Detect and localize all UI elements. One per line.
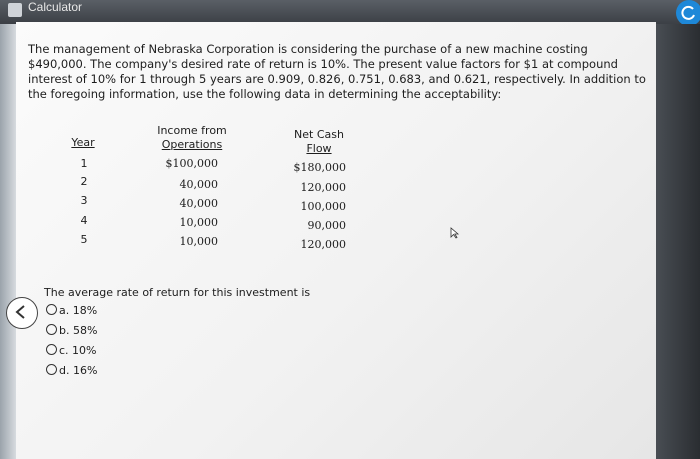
- radio-button-icon[interactable]: [46, 304, 57, 315]
- table-row-cash: 120,000: [300, 181, 346, 194]
- table-row-cash: $180,000: [293, 161, 346, 174]
- back-button[interactable]: [6, 297, 38, 329]
- radio-button-icon[interactable]: [46, 324, 57, 335]
- mouse-cursor-icon: [450, 227, 460, 239]
- income-header: Income from Operations: [157, 124, 227, 151]
- title-bar: [0, 0, 700, 24]
- answer-option-a[interactable]: a. 18%: [46, 304, 97, 317]
- table-row-year: 4: [80, 214, 88, 227]
- table-row-cash: 90,000: [307, 219, 346, 232]
- answer-option-d[interactable]: d. 16%: [46, 364, 97, 377]
- question-page: [16, 22, 656, 459]
- table-row-year: 5: [80, 233, 88, 246]
- table-row-cash: 100,000: [300, 200, 346, 213]
- window-title: Calculator: [28, 0, 83, 14]
- table-row-income: 10,000: [179, 216, 218, 229]
- chevron-left-icon: [15, 305, 27, 319]
- year-header: Year: [71, 136, 95, 149]
- table-row-income: 40,000: [179, 178, 218, 191]
- radio-button-icon[interactable]: [46, 364, 57, 375]
- radio-button-icon[interactable]: [46, 344, 57, 355]
- table-row-income: $100,000: [165, 157, 218, 170]
- answer-option-c[interactable]: c. 10%: [46, 344, 97, 357]
- table-row-year: 3: [80, 194, 88, 207]
- question-prompt: The average rate of return for this investment is: [44, 286, 311, 299]
- question-text: The management of Nebraska Corporation is considering the purchase of a new machine costing $490,000. The company's desired rate of return is 10%. The present value factors for $1 at compound interest of 10% for 1 through 5 years are 0.909, 0.826, 0.751, 0.683, and 0.621, respectively. In addition to the foregoing information, use the following data in determining the acceptability:: [28, 42, 646, 101]
- calculator-icon: [8, 3, 22, 17]
- table-row-year: 2: [80, 175, 88, 188]
- left-background: [0, 24, 16, 459]
- right-background: [654, 24, 700, 459]
- table-row-income: 40,000: [179, 197, 218, 210]
- cash-header: Net Cash Flow: [294, 128, 344, 155]
- table-row-income: 10,000: [179, 235, 218, 248]
- refresh-button[interactable]: [676, 0, 700, 26]
- table-row-year: 1: [80, 157, 88, 170]
- refresh-icon: [681, 5, 697, 21]
- table-row-cash: 120,000: [300, 238, 346, 251]
- answer-option-b[interactable]: b. 58%: [46, 324, 97, 337]
